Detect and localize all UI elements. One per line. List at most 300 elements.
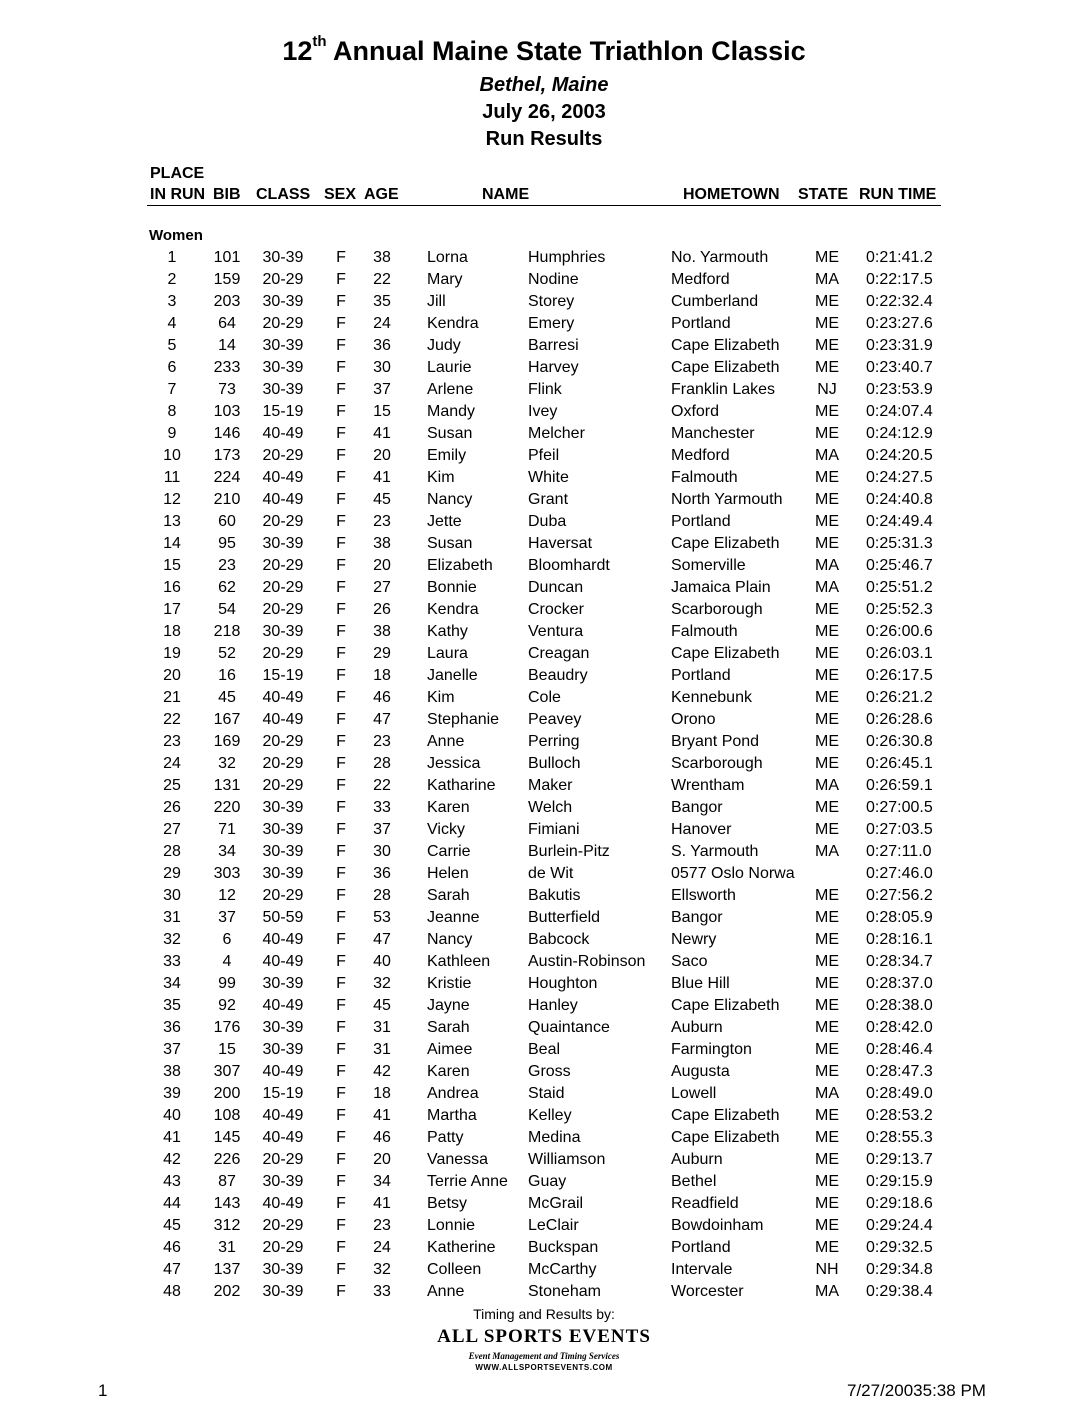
- cell-age: 45: [373, 491, 391, 508]
- cell-hometown: Scarborough: [671, 755, 763, 772]
- cell-hometown: Cape Elizabeth: [671, 535, 780, 552]
- cell-age: 32: [373, 1261, 391, 1278]
- cell-class: 30-39: [262, 359, 304, 376]
- cell-run-time: 0:28:49.0: [866, 1085, 933, 1102]
- header-place-line2: IN RUN: [150, 186, 206, 203]
- cell-class: 20-29: [262, 777, 304, 794]
- cell-state: MA: [815, 271, 839, 288]
- table-row: [0, 1259, 1088, 1281]
- cell-state: ME: [815, 1129, 839, 1146]
- cell-sex: F: [336, 447, 346, 464]
- cell-bib: 23: [218, 557, 236, 574]
- results-table: [0, 247, 1088, 1303]
- cell-bib: 32: [218, 755, 236, 772]
- cell-state: ME: [815, 667, 839, 684]
- table-row: [0, 907, 1088, 929]
- cell-last-name: de Wit: [528, 865, 574, 882]
- cell-first-name: Mary: [427, 271, 463, 288]
- cell-hometown: Bethel: [671, 1173, 717, 1190]
- cell-run-time: 0:28:37.0: [866, 975, 933, 992]
- cell-place: 42: [163, 1151, 181, 1168]
- cell-bib: 202: [213, 1283, 241, 1300]
- cell-last-name: Creagan: [528, 645, 590, 662]
- cell-hometown: Jamaica Plain: [671, 579, 771, 596]
- table-row: [0, 511, 1088, 533]
- cell-run-time: 0:24:49.4: [866, 513, 933, 530]
- cell-state: NJ: [817, 381, 837, 398]
- table-row: [0, 929, 1088, 951]
- cell-hometown: Augusta: [671, 1063, 730, 1080]
- cell-run-time: 0:29:38.4: [866, 1283, 933, 1300]
- cell-place: 24: [163, 755, 181, 772]
- cell-sex: F: [336, 667, 346, 684]
- cell-sex: F: [336, 381, 346, 398]
- cell-hometown: Portland: [671, 513, 731, 530]
- cell-bib: 101: [213, 249, 241, 266]
- all-sports-events-logo: ALL SPORTS EVENTS: [437, 1326, 651, 1347]
- cell-first-name: Emily: [427, 447, 467, 464]
- cell-first-name: Laurie: [427, 359, 472, 376]
- cell-run-time: 0:28:42.0: [866, 1019, 933, 1036]
- table-row: [0, 1237, 1088, 1259]
- cell-age: 41: [373, 425, 391, 442]
- cell-bib: 159: [213, 271, 241, 288]
- cell-state: ME: [815, 799, 839, 816]
- cell-place: 41: [163, 1129, 181, 1146]
- cell-bib: 226: [213, 1151, 241, 1168]
- cell-sex: F: [336, 909, 346, 926]
- cell-sex: F: [336, 425, 346, 442]
- cell-sex: F: [336, 733, 346, 750]
- cell-last-name: Williamson: [528, 1151, 606, 1168]
- cell-age: 18: [373, 1085, 391, 1102]
- table-row: [0, 1017, 1088, 1039]
- cell-class: 40-49: [262, 711, 304, 728]
- cell-age: 38: [373, 249, 391, 266]
- cell-last-name: Haversat: [528, 535, 593, 552]
- cell-sex: F: [336, 601, 346, 618]
- cell-state: ME: [815, 403, 839, 420]
- cell-age: 31: [373, 1019, 391, 1036]
- cell-age: 20: [373, 1151, 391, 1168]
- timing-credit: Timing and Results by:: [473, 1306, 615, 1322]
- cell-age: 41: [373, 1107, 391, 1124]
- table-row: [0, 313, 1088, 335]
- cell-last-name: Kelley: [528, 1107, 572, 1124]
- cell-age: 47: [373, 711, 391, 728]
- cell-sex: F: [336, 777, 346, 794]
- table-row: [0, 423, 1088, 445]
- cell-class: 20-29: [262, 733, 304, 750]
- cell-class: 20-29: [262, 755, 304, 772]
- cell-place: 11: [163, 469, 181, 486]
- table-row: [0, 753, 1088, 775]
- cell-age: 27: [373, 579, 391, 596]
- cell-first-name: Colleen: [427, 1261, 482, 1278]
- cell-place: 9: [167, 425, 177, 442]
- cell-last-name: Quaintance: [528, 1019, 610, 1036]
- cell-age: 36: [373, 337, 391, 354]
- cell-class: 20-29: [262, 1217, 304, 1234]
- table-row: [0, 687, 1088, 709]
- cell-run-time: 0:27:56.2: [866, 887, 933, 904]
- cell-place: 44: [163, 1195, 181, 1212]
- cell-bib: 224: [213, 469, 241, 486]
- cell-sex: F: [336, 1129, 346, 1146]
- cell-last-name: Gross: [528, 1063, 571, 1080]
- cell-last-name: Melcher: [528, 425, 585, 442]
- cell-place: 34: [163, 975, 181, 992]
- cell-age: 22: [373, 777, 391, 794]
- cell-class: 30-39: [262, 337, 304, 354]
- table-row: [0, 555, 1088, 577]
- cell-age: 53: [373, 909, 391, 926]
- cell-place: 30: [163, 887, 181, 904]
- cell-hometown: Portland: [671, 667, 731, 684]
- cell-bib: 143: [213, 1195, 241, 1212]
- cell-run-time: 0:26:03.1: [866, 645, 933, 662]
- cell-hometown: No. Yarmouth: [671, 249, 769, 266]
- cell-run-time: 0:29:15.9: [866, 1173, 933, 1190]
- table-row: [0, 401, 1088, 423]
- cell-run-time: 0:24:07.4: [866, 403, 933, 420]
- cell-class: 30-39: [262, 1173, 304, 1190]
- cell-sex: F: [336, 403, 346, 420]
- cell-sex: F: [336, 623, 346, 640]
- cell-state: ME: [815, 733, 839, 750]
- cell-first-name: Kathleen: [427, 953, 491, 970]
- cell-run-time: 0:25:51.2: [866, 579, 933, 596]
- cell-state: ME: [815, 1195, 839, 1212]
- cell-hometown: Medford: [671, 271, 730, 288]
- title-ordinal-suffix: th: [312, 33, 327, 50]
- cell-state: ME: [815, 689, 839, 706]
- cell-last-name: Cole: [528, 689, 561, 706]
- cell-first-name: Karen: [427, 799, 470, 816]
- print-timestamp: 7/27/20035:38 PM: [847, 1381, 986, 1400]
- cell-place: 4: [167, 315, 177, 332]
- cell-age: 34: [373, 1173, 391, 1190]
- cell-place: 37: [163, 1041, 181, 1058]
- cell-bib: 6: [222, 931, 232, 948]
- cell-hometown: Oxford: [671, 403, 720, 420]
- header-age: AGE: [364, 186, 399, 203]
- cell-bib: 167: [213, 711, 241, 728]
- cell-last-name: LeClair: [528, 1217, 579, 1234]
- cell-age: 22: [373, 271, 391, 288]
- cell-first-name: Jayne: [427, 997, 470, 1014]
- cell-last-name: Medina: [528, 1129, 581, 1146]
- cell-first-name: Susan: [427, 425, 473, 442]
- table-row: [0, 819, 1088, 841]
- cell-class: 40-49: [262, 931, 304, 948]
- cell-run-time: 0:26:28.6: [866, 711, 933, 728]
- cell-bib: 137: [213, 1261, 241, 1278]
- cell-class: 40-49: [262, 689, 304, 706]
- table-row: [0, 1149, 1088, 1171]
- cell-first-name: Anne: [427, 1283, 465, 1300]
- cell-class: 20-29: [262, 645, 304, 662]
- cell-bib: 34: [218, 843, 236, 860]
- cell-first-name: Janelle: [427, 667, 478, 684]
- cell-sex: F: [336, 535, 346, 552]
- cell-sex: F: [336, 711, 346, 728]
- cell-hometown: Auburn: [671, 1019, 723, 1036]
- cell-place: 5: [167, 337, 177, 354]
- cell-run-time: 0:27:00.5: [866, 799, 933, 816]
- cell-class: 20-29: [262, 315, 304, 332]
- cell-age: 46: [373, 1129, 391, 1146]
- cell-last-name: White: [528, 469, 569, 486]
- cell-run-time: 0:29:32.5: [866, 1239, 933, 1256]
- cell-state: ME: [815, 953, 839, 970]
- cell-place: 45: [163, 1217, 181, 1234]
- event-date: July 26, 2003: [482, 101, 606, 123]
- cell-sex: F: [336, 1283, 346, 1300]
- cell-class: 40-49: [262, 1107, 304, 1124]
- cell-first-name: Jill: [427, 293, 446, 310]
- cell-bib: 71: [218, 821, 236, 838]
- cell-sex: F: [336, 1041, 346, 1058]
- cell-hometown: Cape Elizabeth: [671, 359, 780, 376]
- cell-sex: F: [336, 887, 346, 904]
- cell-sex: F: [336, 1195, 346, 1212]
- cell-first-name: Kendra: [427, 315, 479, 332]
- cell-run-time: 0:28:46.4: [866, 1041, 933, 1058]
- cell-last-name: Beal: [528, 1041, 561, 1058]
- cell-state: ME: [815, 1107, 839, 1124]
- cell-class: 30-39: [262, 249, 304, 266]
- cell-class: 40-49: [262, 491, 304, 508]
- cell-hometown: Portland: [671, 315, 731, 332]
- cell-state: MA: [815, 777, 839, 794]
- cell-first-name: Bonnie: [427, 579, 477, 596]
- cell-class: 40-49: [262, 1195, 304, 1212]
- cell-state: ME: [815, 359, 839, 376]
- cell-class: 15-19: [262, 1085, 304, 1102]
- cell-place: 16: [163, 579, 181, 596]
- cell-last-name: McGrail: [528, 1195, 584, 1212]
- cell-bib: 173: [213, 447, 241, 464]
- cell-place: 38: [163, 1063, 181, 1080]
- cell-class: 20-29: [262, 601, 304, 618]
- cell-last-name: Peavey: [528, 711, 582, 728]
- cell-first-name: Carrie: [427, 843, 471, 860]
- cell-run-time: 0:25:46.7: [866, 557, 933, 574]
- cell-age: 23: [373, 513, 391, 530]
- cell-bib: 14: [218, 337, 236, 354]
- cell-bib: 169: [213, 733, 241, 750]
- cell-first-name: Kristie: [427, 975, 472, 992]
- cell-first-name: Nancy: [427, 931, 473, 948]
- cell-place: 6: [167, 359, 177, 376]
- cell-last-name: Babcock: [528, 931, 590, 948]
- cell-hometown: Auburn: [671, 1151, 723, 1168]
- cell-bib: 52: [218, 645, 236, 662]
- cell-last-name: Hanley: [528, 997, 578, 1014]
- cell-hometown: Scarborough: [671, 601, 763, 618]
- cell-sex: F: [336, 293, 346, 310]
- cell-last-name: Fimiani: [528, 821, 580, 838]
- cell-bib: 87: [218, 1173, 236, 1190]
- cell-sex: F: [336, 997, 346, 1014]
- cell-run-time: 0:24:27.5: [866, 469, 933, 486]
- cell-class: 20-29: [262, 447, 304, 464]
- cell-place: 36: [163, 1019, 181, 1036]
- cell-sex: F: [336, 1151, 346, 1168]
- cell-state: ME: [815, 1239, 839, 1256]
- cell-last-name: Flink: [528, 381, 562, 398]
- cell-run-time: 0:24:40.8: [866, 491, 933, 508]
- cell-hometown: Wrentham: [671, 777, 745, 794]
- cell-age: 38: [373, 623, 391, 640]
- cell-last-name: Butterfield: [528, 909, 601, 926]
- cell-age: 38: [373, 535, 391, 552]
- cell-hometown: Bangor: [671, 909, 723, 926]
- cell-place: 43: [163, 1173, 181, 1190]
- cell-class: 20-29: [262, 1239, 304, 1256]
- cell-run-time: 0:27:11.0: [866, 843, 932, 860]
- cell-hometown: Somerville: [671, 557, 746, 574]
- cell-sex: F: [336, 689, 346, 706]
- cell-state: ME: [815, 931, 839, 948]
- cell-place: 40: [163, 1107, 181, 1124]
- cell-class: 40-49: [262, 953, 304, 970]
- cell-run-time: 0:29:18.6: [866, 1195, 933, 1212]
- cell-state: MA: [815, 579, 839, 596]
- cell-place: 12: [163, 491, 181, 508]
- cell-sex: F: [336, 953, 346, 970]
- cell-age: 23: [373, 733, 391, 750]
- cell-hometown: Newry: [671, 931, 717, 948]
- cell-age: 28: [373, 755, 391, 772]
- table-row: [0, 665, 1088, 687]
- cell-place: 46: [163, 1239, 181, 1256]
- cell-run-time: 0:22:32.4: [866, 293, 933, 310]
- cell-class: 30-39: [262, 865, 304, 882]
- cell-place: 19: [163, 645, 181, 662]
- cell-state: ME: [815, 513, 839, 530]
- cell-age: 30: [373, 843, 391, 860]
- report-title: Run Results: [485, 128, 603, 150]
- cell-first-name: Elizabeth: [427, 557, 493, 574]
- cell-bib: 31: [218, 1239, 236, 1256]
- cell-run-time: 0:29:24.4: [866, 1217, 933, 1234]
- cell-run-time: 0:25:52.3: [866, 601, 933, 618]
- cell-run-time: 0:28:34.7: [866, 953, 933, 970]
- cell-run-time: 0:28:16.1: [866, 931, 933, 948]
- cell-run-time: 0:28:55.3: [866, 1129, 933, 1146]
- table-row: [0, 533, 1088, 555]
- cell-bib: 176: [213, 1019, 241, 1036]
- cell-place: 32: [163, 931, 181, 948]
- cell-place: 7: [167, 381, 177, 398]
- cell-run-time: 0:28:05.9: [866, 909, 933, 926]
- cell-class: 30-39: [262, 975, 304, 992]
- cell-hometown: Orono: [671, 711, 716, 728]
- cell-age: 46: [373, 689, 391, 706]
- cell-first-name: Stephanie: [427, 711, 500, 728]
- event-location: Bethel, Maine: [479, 74, 609, 96]
- cell-sex: F: [336, 843, 346, 860]
- cell-place: 1: [167, 249, 177, 266]
- cell-bib: 303: [213, 865, 241, 882]
- cell-hometown: Lowell: [671, 1085, 717, 1102]
- cell-place: 47: [163, 1261, 181, 1278]
- cell-hometown: Kennebunk: [671, 689, 752, 706]
- cell-age: 41: [373, 1195, 391, 1212]
- cell-first-name: Jessica: [427, 755, 481, 772]
- cell-sex: F: [336, 469, 346, 486]
- cell-sex: F: [336, 799, 346, 816]
- cell-last-name: Bakutis: [528, 887, 581, 904]
- cell-state: ME: [815, 821, 839, 838]
- cell-last-name: Emery: [528, 315, 575, 332]
- cell-state: MA: [815, 1085, 839, 1102]
- cell-last-name: Austin-Robinson: [528, 953, 646, 970]
- cell-class: 30-39: [262, 799, 304, 816]
- table-row: [0, 709, 1088, 731]
- table-row: [0, 643, 1088, 665]
- cell-run-time: 0:28:47.3: [866, 1063, 933, 1080]
- cell-first-name: Katharine: [427, 777, 496, 794]
- cell-run-time: 0:27:03.5: [866, 821, 933, 838]
- cell-age: 33: [373, 799, 391, 816]
- cell-class: 30-39: [262, 1283, 304, 1300]
- cell-bib: 220: [213, 799, 241, 816]
- cell-sex: F: [336, 491, 346, 508]
- cell-place: 21: [163, 689, 181, 706]
- cell-state: ME: [815, 1019, 839, 1036]
- cell-state: ME: [815, 1217, 839, 1234]
- cell-last-name: Harvey: [528, 359, 579, 376]
- table-row: [0, 1039, 1088, 1061]
- cell-age: 31: [373, 1041, 391, 1058]
- cell-sex: F: [336, 865, 346, 882]
- cell-bib: 203: [213, 293, 241, 310]
- cell-state: ME: [815, 1151, 839, 1168]
- cell-age: 37: [373, 381, 391, 398]
- cell-sex: F: [336, 1261, 346, 1278]
- cell-run-time: 0:27:46.0: [866, 865, 933, 882]
- cell-last-name: Guay: [528, 1173, 567, 1190]
- table-row: [0, 445, 1088, 467]
- cell-bib: 307: [213, 1063, 241, 1080]
- cell-first-name: Lonnie: [427, 1217, 476, 1234]
- table-row: [0, 951, 1088, 973]
- table-row: [0, 599, 1088, 621]
- cell-last-name: Ventura: [528, 623, 584, 640]
- cell-age: 18: [373, 667, 391, 684]
- table-row: [0, 1061, 1088, 1083]
- cell-age: 15: [373, 403, 391, 420]
- cell-class: 30-39: [262, 843, 304, 860]
- table-row: [0, 577, 1088, 599]
- cell-place: 22: [163, 711, 181, 728]
- cell-class: 20-29: [262, 579, 304, 596]
- cell-first-name: Aimee: [427, 1041, 473, 1058]
- cell-age: 29: [373, 645, 391, 662]
- cell-place: 13: [163, 513, 181, 530]
- cell-age: 35: [373, 293, 391, 310]
- title-rest: Annual Maine State Triathlon Classic: [326, 36, 806, 66]
- cell-last-name: Pfeil: [528, 447, 560, 464]
- cell-bib: 37: [218, 909, 236, 926]
- table-row: [0, 269, 1088, 291]
- cell-run-time: 0:26:21.2: [866, 689, 933, 706]
- cell-class: 20-29: [262, 1151, 304, 1168]
- cell-bib: 4: [222, 953, 232, 970]
